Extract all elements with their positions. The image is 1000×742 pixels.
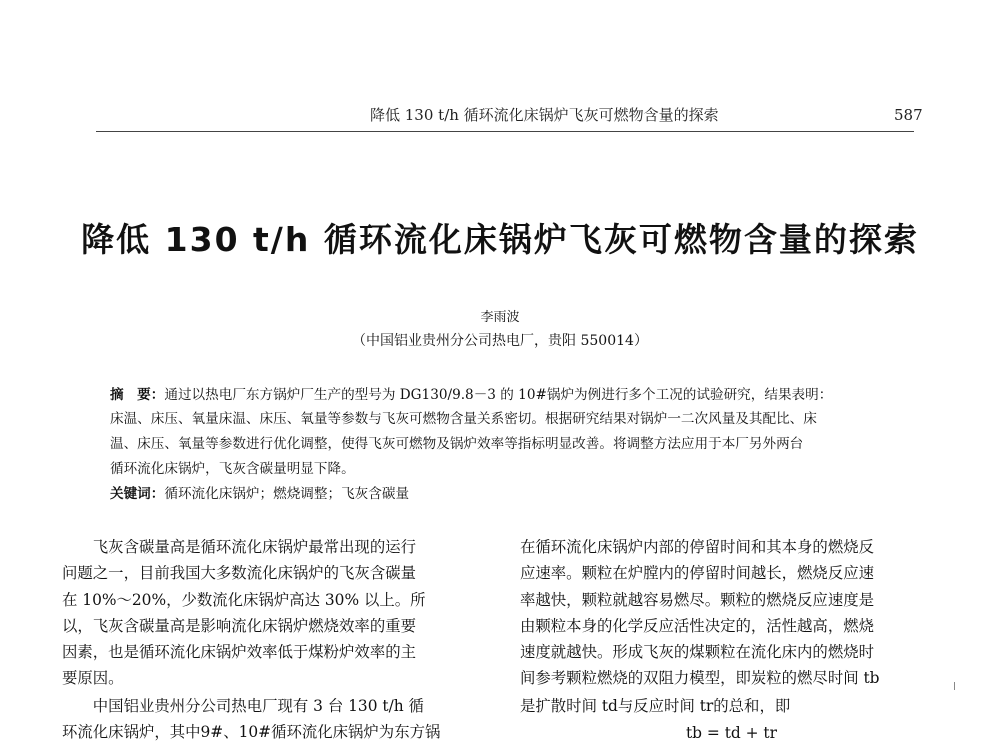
equation: tb = td + tr xyxy=(686,724,777,742)
keywords-label: 关键词： xyxy=(110,486,165,502)
abstract-text: 通过以热电厂东方锅炉厂生产的型号为 DG130/9.8－3 的 10#锅炉为例进行多个工况的试验研究，结果表明： xyxy=(164,387,833,403)
body-line: 应速率。颗粒在炉膛内的停留时间越长，燃烧反应速 xyxy=(520,564,874,582)
scan-mark xyxy=(954,682,955,690)
page-number: 587 xyxy=(894,106,923,124)
body-line: 环流化床锅炉，其中9#、10#循环流化床锅炉为东方锅 xyxy=(62,723,441,741)
author: 李雨波 xyxy=(480,310,520,325)
body-line: 在循环流化床锅炉内部的停留时间和其本身的燃烧反 xyxy=(520,538,874,556)
header-rule xyxy=(96,131,914,132)
abstract-line xyxy=(110,383,832,403)
abstract-line: 温、床压、氧量等参数进行优化调整，使得飞灰可燃物及锅炉效率等指标明显改善。将调整方法应用于本厂另外两台 xyxy=(110,436,804,452)
abstract-label: 摘 要： xyxy=(110,387,165,403)
abstract-line: 床温、床压、氧量床温、床压、氧量等参数与飞灰可燃物含量关系密切。根据研究结果对锅炉一二次风量及其配比、床 xyxy=(110,411,817,427)
running-header: 降低 130 t/h 循环流化床锅炉飞灰可燃物含量的探索 xyxy=(370,106,719,124)
body-line: 由颗粒本身的化学反应活性决定的，活性越高，燃烧 xyxy=(520,617,874,635)
body-line: 率越快，颗粒就越容易燃尽。颗粒的燃烧反应速度是 xyxy=(520,591,874,609)
body-line: 速度就越快。形成飞灰的煤颗粒在流化床内的燃烧时 xyxy=(520,643,874,661)
body-line: 飞灰含碳量高是循环流化床锅炉最常出现的运行 xyxy=(62,538,416,556)
body-line: 问题之一，目前我国大多数流化床锅炉的飞灰含碳量 xyxy=(62,564,416,582)
affiliation: （中国铝业贵州分公司热电厂，贵阳 550014） xyxy=(352,333,648,349)
body-line: 要原因。 xyxy=(62,669,124,687)
body-line: 因素，也是循环流化床锅炉效率低于煤粉炉效率的主 xyxy=(62,643,416,661)
keywords-line xyxy=(110,482,409,502)
body-line: 以，飞灰含碳量高是影响流化床锅炉燃烧效率的重要 xyxy=(62,617,416,635)
abstract-line: 循环流化床锅炉，飞灰含碳量明显下降。 xyxy=(110,461,355,477)
body-line: 在 10%～20%，少数流化床锅炉高达 30% 以上。所 xyxy=(62,591,426,609)
body-line: 间参考颗粒燃烧的双阻力模型，即炭粒的燃尽时间 tb xyxy=(520,669,880,687)
body-line: 是扩散时间 td与反应时间 tr的总和，即 xyxy=(520,697,791,715)
paper-title: 降低 130 t/h 循环流化床锅炉飞灰可燃物含量的探索 xyxy=(81,220,919,259)
body-line: 中国铝业贵州分公司热电厂现有 3 台 130 t/h 循 xyxy=(62,697,424,715)
keywords-text: 循环流化床锅炉；燃烧调整；飞灰含碳量 xyxy=(164,486,410,502)
